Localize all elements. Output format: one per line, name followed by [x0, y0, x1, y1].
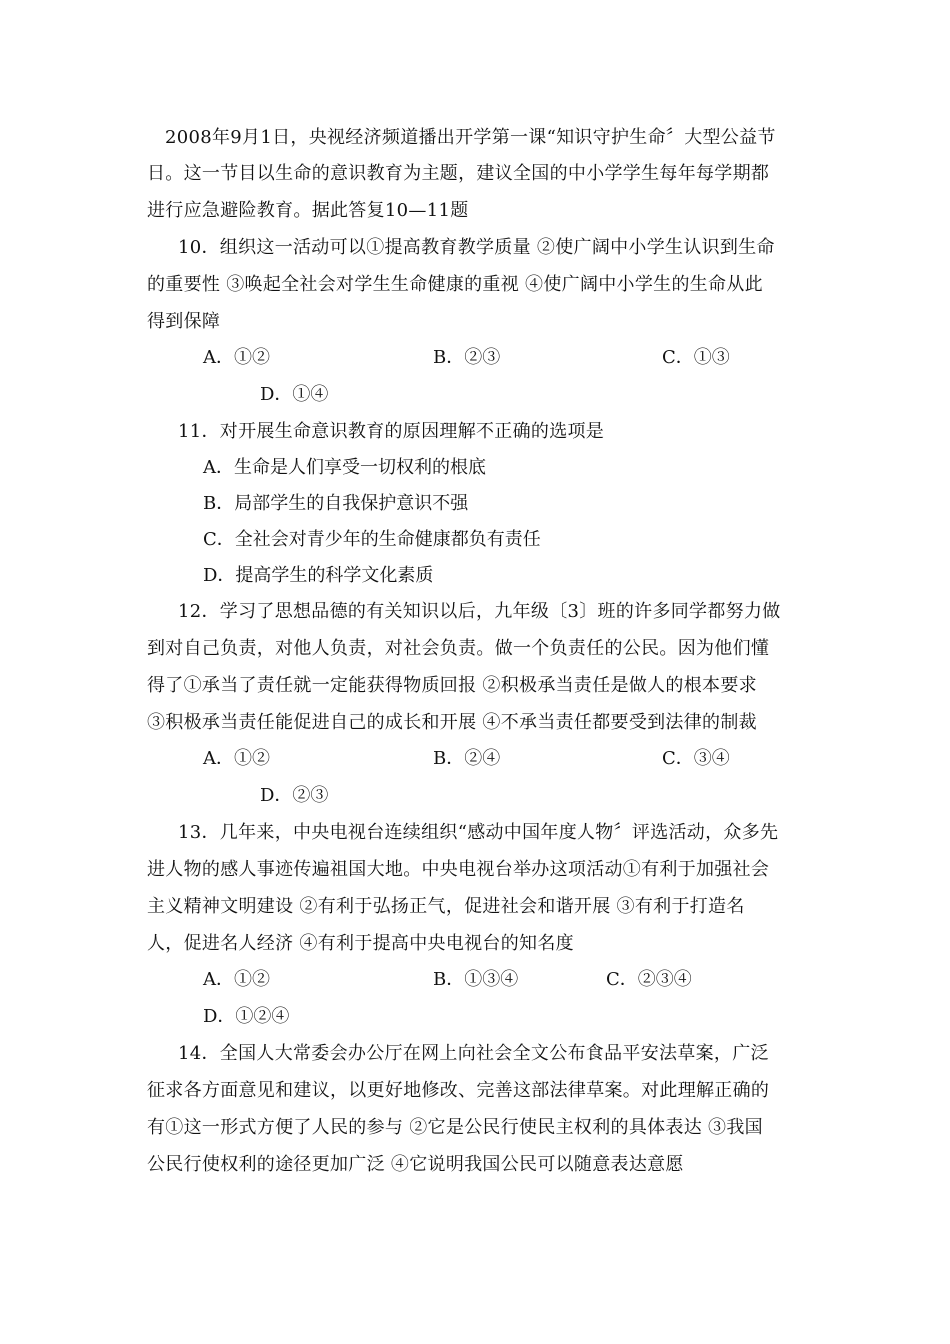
q13-line-2: 进人物的感人事迹传遍祖国大地。中央电视台举办这项活动①有利于加强社会 [147, 859, 770, 880]
q12-option-b: B．②④ [433, 748, 501, 769]
intro-line-2: 日。这一节目以生命的意识教育为主题，建议全国的中小学学生每年每学期都 [147, 163, 770, 184]
q13-line-3: 主义精神文明建设 ②有利于弘扬正气，促进社会和谐开展 ③有利于打造名 [147, 896, 745, 917]
q12-line-1: 12．学习了思想品德的有关知识以后，九年级〔3〕班的许多同学都努力做 [178, 601, 781, 622]
q12-line-4: ③积极承当责任能促进自己的成长和开展 ④不承当责任都要受到法律的制裁 [147, 712, 757, 733]
q10-option-c: C．①③ [662, 347, 730, 368]
q10-line-3: 得到保障 [147, 311, 221, 332]
q14-line-2: 征求各方面意见和建议，以更好地修改、完善这部法律草案。对此理解正确的 [147, 1080, 770, 1101]
q10-option-b: B．②③ [433, 347, 501, 368]
q14-line-1: 14．全国人大常委会办公厅在网上向社会全文公布食品平安法草案，广泛 [178, 1043, 769, 1064]
q10-option-d: D．①④ [260, 384, 329, 405]
q12-line-2: 到对自己负责，对他人负责，对社会负责。做一个负责任的公民。因为他们懂 [147, 638, 770, 659]
q10-line-1: 10．组织这一活动可以①提高教育教学质量 ②使广阔中小学生认识到生命 [178, 237, 775, 258]
q11-option-c: C．全社会对青少年的生命健康都负有责任 [203, 529, 541, 550]
q10-option-a: A．①② [203, 347, 270, 368]
q13-option-a: A．①② [203, 969, 270, 990]
q12-option-a: A．①② [203, 748, 270, 769]
q12-option-c: C．③④ [662, 748, 730, 769]
q11-stem: 11．对开展生命意识教育的原因理解不正确的选项是 [178, 421, 605, 442]
q14-line-3: 有①这一形式方便了人民的参与 ②它是公民行使民主权利的具体表达 ③我国 [147, 1117, 763, 1138]
q12-line-3: 得了①承当了责任就一定能获得物质回报 ②积极承当责任是做人的根本要求 [147, 675, 757, 696]
intro-line-3: 进行应急避险教育。据此答复10—11题 [147, 200, 469, 221]
q13-option-c: C．②③④ [606, 969, 692, 990]
q13-line-1: 13．几年来，中央电视台连续组织“感动中国年度人物〞评选活动，众多先 [178, 822, 779, 843]
q14-line-4: 公民行使权利的途径更加广泛 ④它说明我国公民可以随意表达意愿 [147, 1154, 684, 1175]
q13-option-b: B．①③④ [433, 969, 519, 990]
q11-option-a: A．生命是人们享受一切权利的根底 [203, 457, 486, 478]
q11-option-b: B．局部学生的自我保护意识不强 [203, 493, 469, 514]
q10-line-2: 的重要性 ③唤起全社会对学生生命健康的重视 ④使广阔中小学生的生命从此 [147, 274, 763, 295]
q12-option-d: D．②③ [260, 785, 329, 806]
q11-option-d: D．提高学生的科学文化素质 [203, 565, 434, 586]
intro-line-1: 2008年9月1日，央视经济频道播出开学第一课“知识守护生命〞大型公益节 [165, 127, 776, 148]
q13-option-d: D．①②④ [203, 1006, 290, 1027]
q13-line-4: 人，促进名人经济 ④有利于提高中央电视台的知名度 [147, 933, 574, 954]
